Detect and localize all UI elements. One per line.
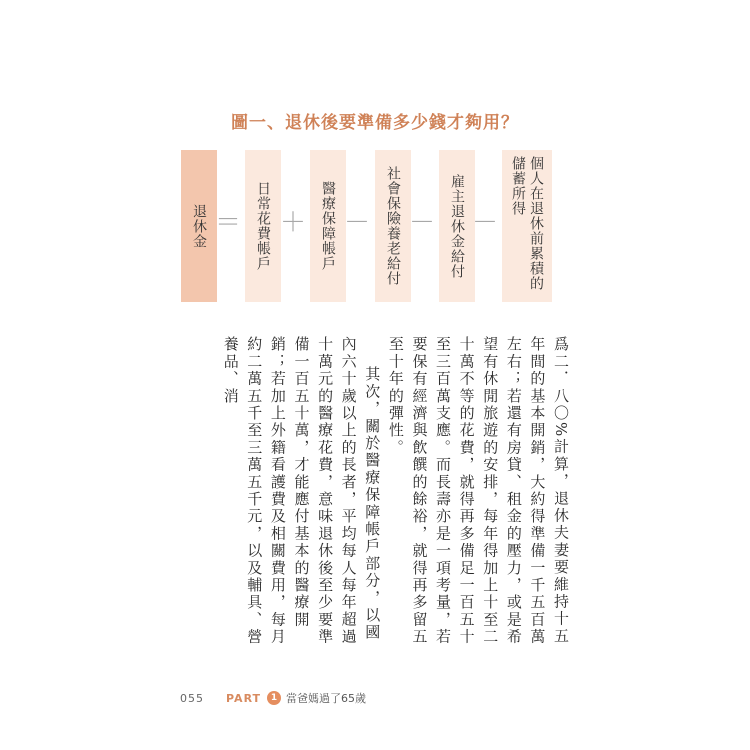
daily-expense-box: [245, 150, 281, 302]
employer-pension-label: 雇主退休金給付: [449, 173, 465, 279]
paragraph: 其次，關於醫療保障帳戶部分，以國內六十歲以上的長者，平均每人每年超過十萬元的醫療花費，意味退休後至少要準備一百五十萬，才能應付基本的醫療開銷；若加上外籍看護費及相關費用，每月約二萬五千至三萬五千元，以及輔具、營養品、消: [221, 336, 382, 646]
paragraph: 爲二．八〇%計算，退休夫妻要維持十五年間的基本開銷，大約得準備一千五百萬左右；若還有房貸、租金的壓力，或是希望有休閒旅遊的安排，每年得加上十至二十萬不等的花費，就得再多備足一百五十至三百萬支應。而長壽亦是一項考量，若要保有經濟與飲饌的餘裕，就得再多留五至十年的彈性。: [386, 336, 570, 646]
minus-sign: －: [471, 208, 498, 238]
part-number-badge: 1: [267, 691, 281, 705]
personal-savings-box: [502, 150, 552, 302]
minus-sign: －: [343, 208, 370, 238]
minus-sign: －: [408, 208, 435, 238]
page-footer: [180, 688, 366, 708]
page-number: 055: [180, 691, 204, 705]
social-insurance-box: [375, 150, 411, 302]
part-label: PART: [226, 691, 262, 705]
employer-pension-box: [439, 150, 475, 302]
medical-account-box: [310, 150, 346, 302]
social-insurance-label: 社會保險養老給付: [385, 166, 401, 286]
plus-sign: ＋: [279, 208, 306, 238]
retirement-fund-label: 退休金: [191, 203, 207, 249]
daily-expense-label: 日常花費帳戶: [255, 181, 271, 271]
figure-title: 圖一、退休後要準備多少錢才夠用？: [231, 113, 519, 133]
body-text: [218, 336, 572, 654]
medical-account-label: 醫療保障帳戶: [320, 181, 336, 271]
equals-sign: ＝: [214, 208, 241, 238]
retirement-fund-box: [181, 150, 217, 302]
personal-savings-label: 個人在退休前累積的儲蓄所得: [510, 156, 544, 291]
chapter-title: 當爸媽過了65歲: [286, 692, 367, 705]
